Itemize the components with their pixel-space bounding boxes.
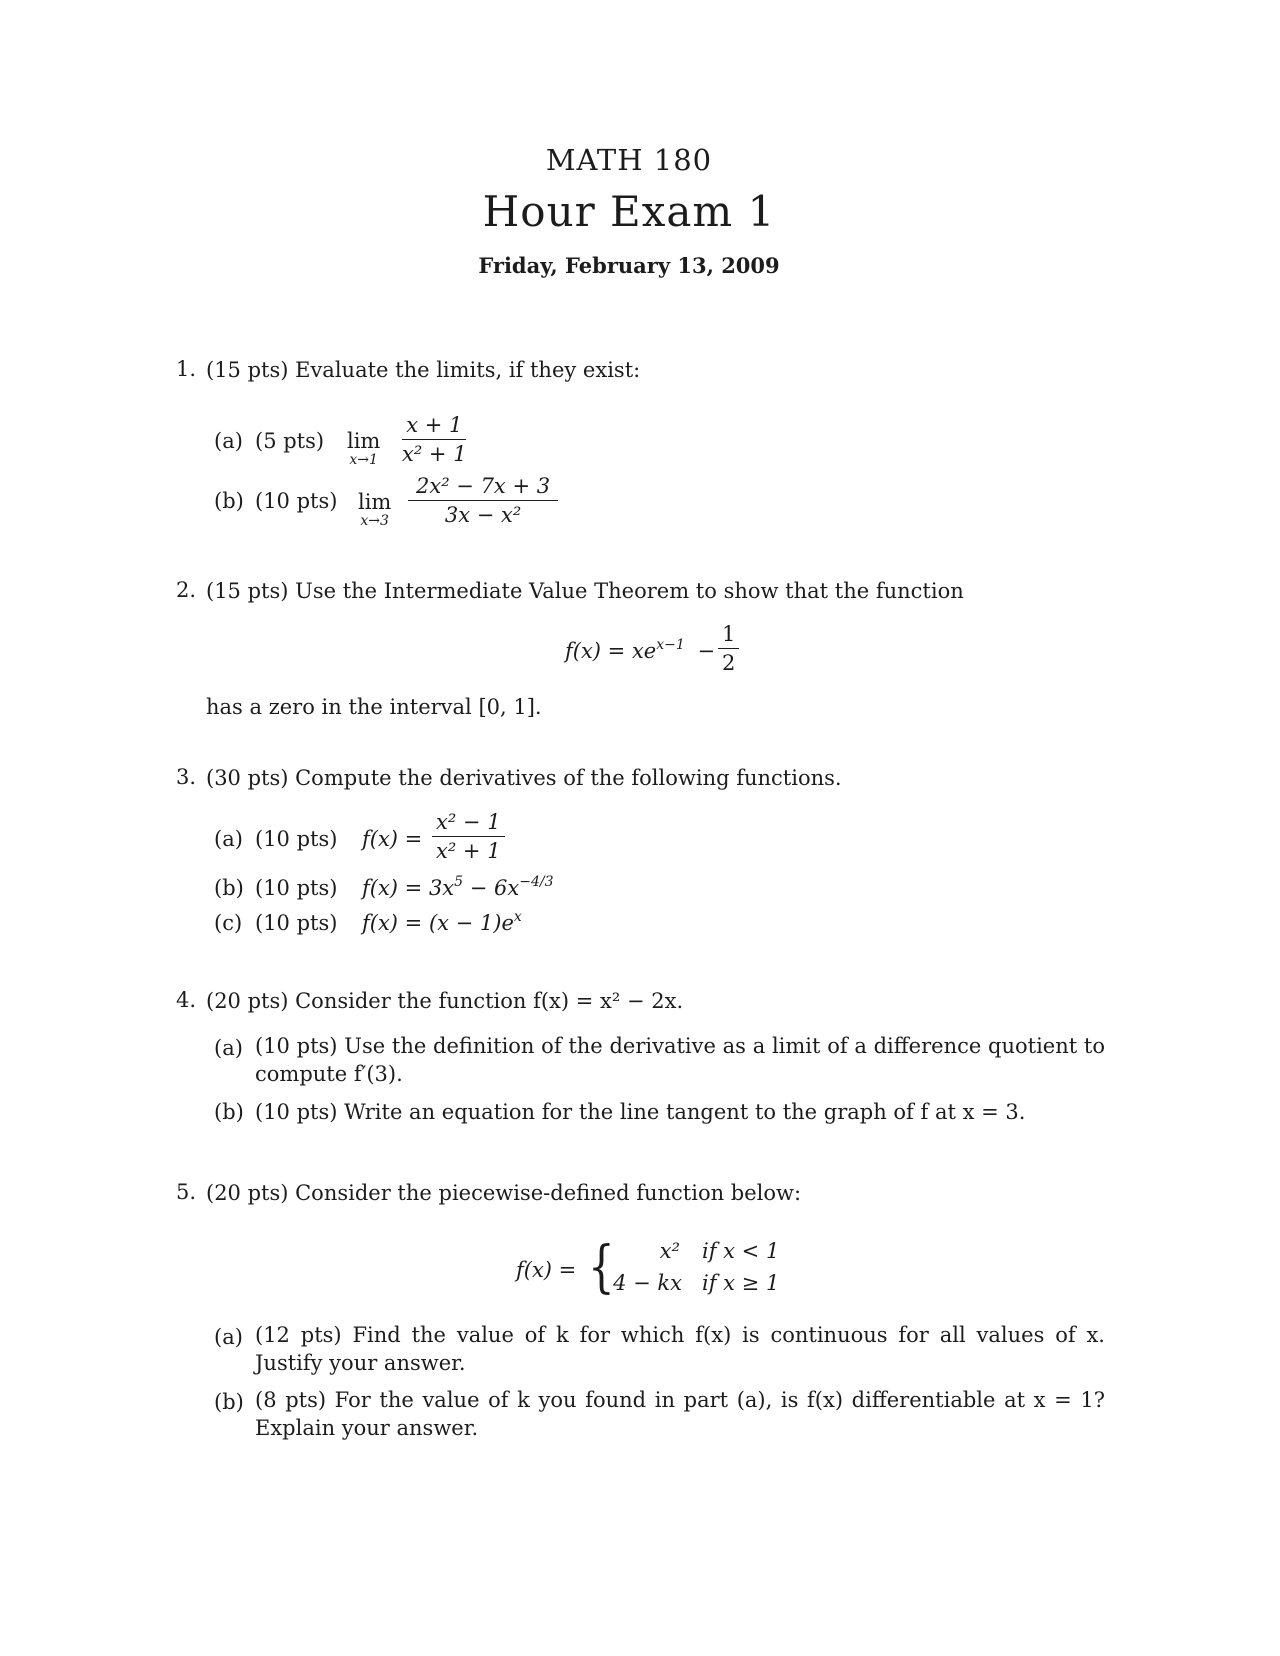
part-label: (a) — [214, 1036, 243, 1060]
piecewise-brace: { — [588, 1235, 615, 1300]
numerator: x² − 1 — [432, 810, 505, 837]
question-text-continuation: has a zero in the interval [0, 1]. — [206, 695, 542, 719]
part-label: (a) — [214, 827, 243, 851]
limit-operator: lim x→1 — [347, 429, 381, 468]
question-number: 4. — [176, 988, 197, 1012]
exam-date: Friday, February 13, 2009 — [478, 253, 780, 278]
question-text: (15 pts) Evaluate the limits, if they exist: — [206, 358, 641, 382]
part-label: (b) — [214, 489, 244, 513]
numerator: x + 1 — [402, 413, 466, 440]
function-lhs: f(x) = — [362, 827, 423, 851]
denominator: 3x − x² — [444, 503, 522, 527]
limit-fraction — [398, 413, 471, 466]
function-expression: $f(x) = (x - 1)e^x$ — [362, 909, 522, 935]
part-points: (5 pts) — [255, 429, 325, 453]
part-points: (10 pts) — [255, 489, 338, 513]
limit-fraction — [408, 474, 558, 527]
function-fraction — [432, 810, 505, 863]
part-label: (a) — [214, 1325, 243, 1349]
question-text: (20 pts) Consider the function f(x) = x² − 2x. — [206, 989, 684, 1013]
piecewise-lhs: f(x) = — [516, 1258, 577, 1282]
question-text: (30 pts) Compute the derivatives of the following functions. — [206, 766, 842, 790]
part-text: (12 pts) Find the value of k for which f(x) is continuous for all values of x. Justify your answer. — [255, 1323, 1105, 1375]
course-name: MATH 180 — [545, 143, 713, 177]
part-points: (10 pts) — [255, 911, 338, 935]
question-text: (20 pts) Consider the piecewise-defined function below: — [206, 1181, 802, 1205]
question-number: 3. — [176, 765, 197, 789]
exam-title: Hour Exam 1 — [482, 187, 776, 236]
part-label: (a) — [214, 429, 243, 453]
case-2-condition: if x ≥ 1 — [702, 1271, 780, 1295]
denominator: x² + 1 — [402, 442, 467, 466]
case-1-condition: if x < 1 — [702, 1239, 780, 1263]
numerator: 2x² − 7x + 3 — [408, 474, 558, 501]
part-label: (b) — [214, 1100, 244, 1124]
case-2-expression: 4 − kx — [613, 1271, 682, 1295]
question-number: 2. — [176, 578, 197, 602]
question-number: 1. — [176, 357, 197, 381]
question-number: 5. — [176, 1180, 197, 1204]
fraction-one-half: $\frac{1}{2}$ — [718, 622, 739, 675]
case-1-expression: x² — [659, 1239, 680, 1263]
function-definition: $f(x) = xe^{x-1}$ − — [565, 637, 716, 663]
part-text: (10 pts) Use the definition of the derivative as a limit of a difference quotient to compute f′(3). — [255, 1034, 1105, 1086]
part-text: (10 pts) Write an equation for the line tangent to the graph of f at x = 3. — [255, 1100, 1026, 1124]
part-label: (b) — [214, 876, 244, 900]
function-expression: $f(x) = 3x^5 - 6x^{-4/3}$ — [362, 874, 554, 900]
part-points: (10 pts) — [255, 827, 338, 851]
limit-operator: lim x→3 — [358, 490, 392, 529]
question-text: (15 pts) Use the Intermediate Value Theorem to show that the function — [206, 579, 964, 603]
part-label: (c) — [214, 911, 243, 935]
part-label: (b) — [214, 1390, 244, 1414]
denominator: x² + 1 — [436, 839, 501, 863]
part-points: (10 pts) — [255, 876, 338, 900]
part-text: (8 pts) For the value of k you found in part (a), is f(x) differentiable at x = 1? Explain your answer. — [255, 1388, 1105, 1440]
